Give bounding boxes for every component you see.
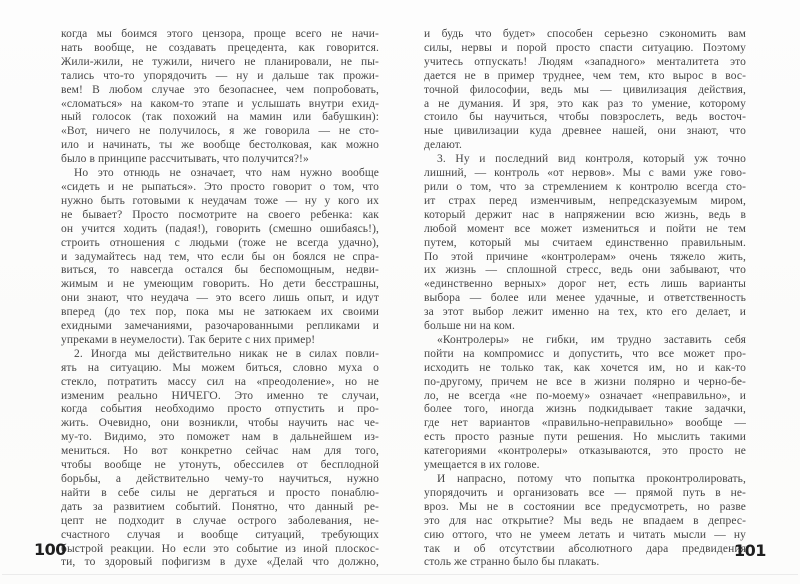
page-number-right: 101 <box>734 541 766 560</box>
text-line: выбора — более или менее удачные, и ответственность <box>424 292 746 305</box>
text-line: нужно быть готовыми к неудачам тоже — ну у кого их <box>61 194 379 207</box>
text-line: вроз. Мы не в состоянии все предусмотреть, но разве <box>424 500 746 513</box>
text-line: вперед (до тех пор, пока мы не затюкаем их своими <box>61 306 379 319</box>
text-line: упорядочить и организовать все — прямой путь в не- <box>424 486 746 499</box>
text-line: вем! В любом случае это безопаснее, чем попробовать, <box>61 83 379 96</box>
text-line: дать за развитием событий. Понятно, что данный ре- <box>61 500 379 513</box>
text-line: силы, нервы и порой просто спасти ситуацию. Поэтому <box>424 41 746 54</box>
text-line: ит страх перед изменчивым, непредсказуемым миром, <box>424 194 746 207</box>
text-line: точной философии, ведь мы — цивилизация действия, <box>424 83 746 96</box>
text-line: «Вот, ничего не получилось, я же говорила — не сто- <box>61 125 379 138</box>
text-line: мениться. Но вот конкретно сейчас нам для того, <box>61 445 379 458</box>
text-line: виться, то навсегда остался бы беспомощным, недви- <box>61 264 379 277</box>
page-number-left: 100 <box>34 540 66 559</box>
text-line: он учится ходить (падая!), говорить (смешно ошибаясь!), <box>61 222 379 235</box>
text-line: за этот выбор лежит именно на тех, кто его делает, и <box>424 306 746 319</box>
text-line: Но это отнюдь не означает, что нам нужно вообще <box>74 167 379 180</box>
text-line: когда события необходимо просто отпустить и про- <box>61 403 379 416</box>
text-line: «сломаться» на каком-то этапе и услышать внутри ехид- <box>61 97 379 110</box>
text-line: любой момент все может измениться и пойти не тем <box>424 222 746 235</box>
text-line: борьбы, а действительно чему-то научиться, нужно <box>61 473 379 485</box>
text-line: лишний, — контроль «от нервов». Мы с вами уже гово- <box>424 167 746 180</box>
text-line: и задумайтесь над тем, что если бы он боялся не спра- <box>61 250 379 263</box>
text-line: По этой причине «контролерам» очень тяжело жить, <box>424 250 746 263</box>
text-line: «единственно верных» дорог нет, есть лишь варианты <box>424 278 746 291</box>
text-line: где нет вариантов «правильно-неправильно» вообще — <box>424 417 746 430</box>
text-line: тались что-то упорядочить — ну и дальше так прожи- <box>61 69 379 82</box>
text-line: категориями «контролеры» отказываются, это просто не <box>424 445 746 458</box>
text-line: сию оттого, что не умеем летать и читать мысли — ну <box>424 528 746 541</box>
text-line: ти, то здоровый пофигизм в духе «Делай что должно, <box>61 556 379 569</box>
text-line: строить отношения с людьми (тоже не всегда удачно), <box>61 236 379 249</box>
text-line: делают. <box>424 139 462 152</box>
text-line: было в принципе рассчитывать, что получится?!» <box>61 153 309 166</box>
text-line: му-то. Видимо, это поможет нам в дальнейшем из- <box>61 431 379 444</box>
text-line: умещается в их голове. <box>424 459 540 472</box>
text-line: ило и начинать, ты же вообще бестолковая, как можно <box>61 139 379 152</box>
text-line: больше ни на ком. <box>424 320 515 333</box>
text-line: по-другому, причем не все в жизни полярно и черно-бе- <box>424 375 746 388</box>
text-line: быстрой реакции. Но если это событие из иной плоскос- <box>61 542 379 555</box>
text-line: ехидными замечаниями, разочарованными репликами и <box>61 320 379 333</box>
text-line: стекло, потратить массу сил на «преодоление», но не <box>61 375 379 388</box>
text-line: «сидеть и не рыпаться». Это просто говорит о том, что <box>61 180 379 193</box>
page-text-left <box>61 28 379 570</box>
text-line: нать вообще, не создавать прецедента, как говорится. <box>61 41 379 54</box>
text-line: стоило бы научиться, чтобы повзрослеть, ведь восточ- <box>424 111 746 124</box>
text-line: ло, не всегда «не по-моему» означает «неправильно», и <box>424 389 746 402</box>
text-line: и будь что будет» способен серьезно сэкономить вам <box>424 28 746 40</box>
text-line: они знают, что неудача — это всего лишь опыт, и идут <box>61 292 379 305</box>
text-line: счастного случая и вообще ситуаций, требующих <box>61 528 379 541</box>
text-line: чтобы вообще не утонуть, обессилев от бесплодной <box>61 459 379 472</box>
text-line: изменим реально НИЧЕГО. Это именно те случаи, <box>61 389 379 402</box>
text-line: более того, иногда жизнь подкидывает такие задачки, <box>424 403 746 416</box>
text-line: дается не в пример труднее, чем тем, кто вырос в вос- <box>424 69 746 82</box>
text-line: жимым и не умеющим говорить. Но дети бесстрашны, <box>61 278 379 291</box>
text-line: их жизнь — сплошной стресс, ведь они забывают, что <box>424 264 746 277</box>
text-line: упреками в неумелости). Так берите с них пример! <box>61 333 316 346</box>
text-line: 3. Ну и последний вид контроля, который уж точно <box>437 153 746 166</box>
text-line: так и об отсутствии абсолютного дара предвидения <box>424 542 746 555</box>
text-line: учитесь отпускать! Людям «западного» менталитета это <box>424 55 746 68</box>
text-line: ять на ситуацию. Мы можем биться, словно муха о <box>61 361 379 374</box>
text-line: а не думания. И зря, это как раз то умение, которому <box>424 97 746 110</box>
text-line: цепт не подходит в случае острого заболевания, не- <box>61 514 379 527</box>
text-line: когда мы боимся этого цензора, проще всего не начи- <box>61 28 379 40</box>
text-line: И напрасно, потому что попытка проконтролировать, <box>437 473 746 485</box>
text-line: не бывает? Просто посмотрите на своего ребенка: как <box>61 208 379 221</box>
text-line: пойти на компромисс и допустить, что все может про- <box>424 347 746 360</box>
scan-edge-line <box>2 574 798 575</box>
text-line: Жили-жили, не тужили, ничего не планировали, не пы- <box>61 55 379 68</box>
text-line: жить. Очевидно, они возникли, чтобы научить нас че- <box>61 417 379 430</box>
text-line: ные цивилизации куда древнее нашей, они знают, что <box>424 125 746 138</box>
text-line: исходить не только так, как хочется им, но и как-то <box>424 361 746 374</box>
text-line: есть просто разные пути решения. Но мыслить такими <box>424 431 746 444</box>
text-line: это для нас открытие? Мы ведь не впадаем в депрес- <box>424 514 746 527</box>
text-line: 2. Иногда мы действительно никак не в силах повли- <box>74 347 379 360</box>
text-line: столь же странно было бы плакать. <box>424 556 600 569</box>
page-text-right <box>424 28 746 570</box>
text-line: который держит нас в напряжении всю жизнь, ведь в <box>424 208 746 221</box>
text-line: найти в себе силы не дергаться и просто понаблю- <box>61 486 379 499</box>
text-line: «Контролеры» не гибки, им трудно заставить себя <box>437 333 746 346</box>
text-line: рили о том, что за стремлением к контролю всегда сто- <box>424 180 746 193</box>
text-line: путем, который мы считаем единственно правильным. <box>424 236 746 249</box>
text-line: ный голосок (так похожий на мамин или бабушкин): <box>61 111 379 124</box>
